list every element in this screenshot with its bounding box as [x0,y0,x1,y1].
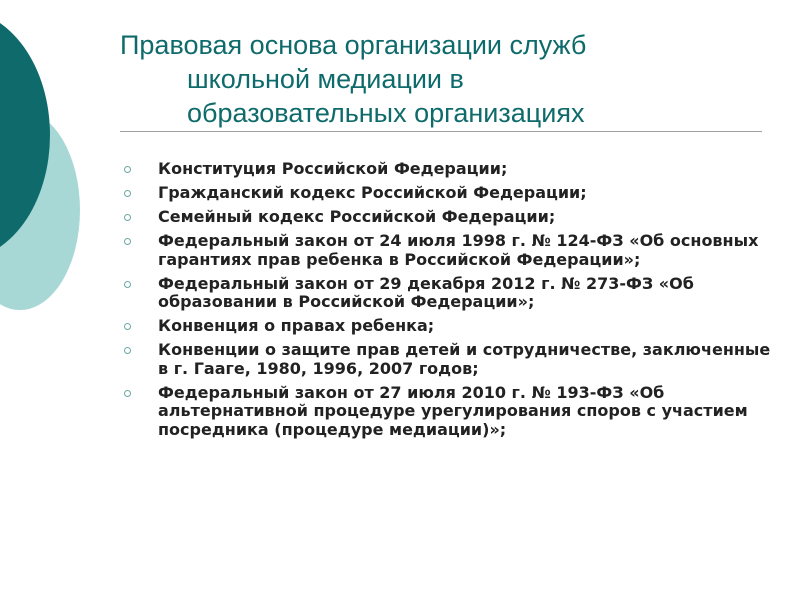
list-item [120,208,775,227]
title-line: школьной медиации в [187,64,464,94]
list-item [120,275,775,312]
list-item-text: Конституция Российской Федерации; [158,159,508,178]
title-divider [120,131,762,132]
list-item [120,317,775,336]
bullet-icon [124,323,131,330]
list-item-text: Гражданский кодекс Российской Федерации; [158,183,587,202]
bullet-icon [124,390,131,397]
list-item [120,384,775,440]
bullet-icon [124,166,131,173]
list-item [120,160,775,179]
list-item [120,341,775,378]
list-item-text: Семейный кодекс Российской Федерации; [158,207,556,226]
bullet-icon [124,190,131,197]
list-item [120,232,775,269]
bullet-icon [124,281,131,288]
bullet-icon [124,214,131,221]
list-item-text: Федеральный закон от 29 декабря 2012 г. № 273-ФЗ «Об образовании в Российской Федерации»; [158,273,694,311]
bullet-icon [124,238,131,245]
list-item [120,184,775,203]
title-line: Правовая основа организации служб [120,30,587,60]
list-item-text: Конвенции о защите прав детей и сотрудничестве, заключенные в г. Гааге, 1980, 1996, 2007 годов; [158,340,771,378]
list-item-text: Конвенция о правах ребенка; [158,316,435,335]
bullet-icon [124,347,131,354]
list-item-text: Федеральный закон от 27 июля 2010 г. № 193-ФЗ «Об альтернативной процедуре урегулирования споров с участием посредника (процедуре медиации)»; [158,382,748,439]
legal-basis-list [120,160,775,445]
slide-title [120,28,770,130]
list-item-text: Федеральный закон от 24 июля 1998 г. № 124-ФЗ «Об основных гарантиях прав ребенка в Российской Федерации»; [158,231,759,269]
title-line: образовательных организациях [187,98,585,128]
